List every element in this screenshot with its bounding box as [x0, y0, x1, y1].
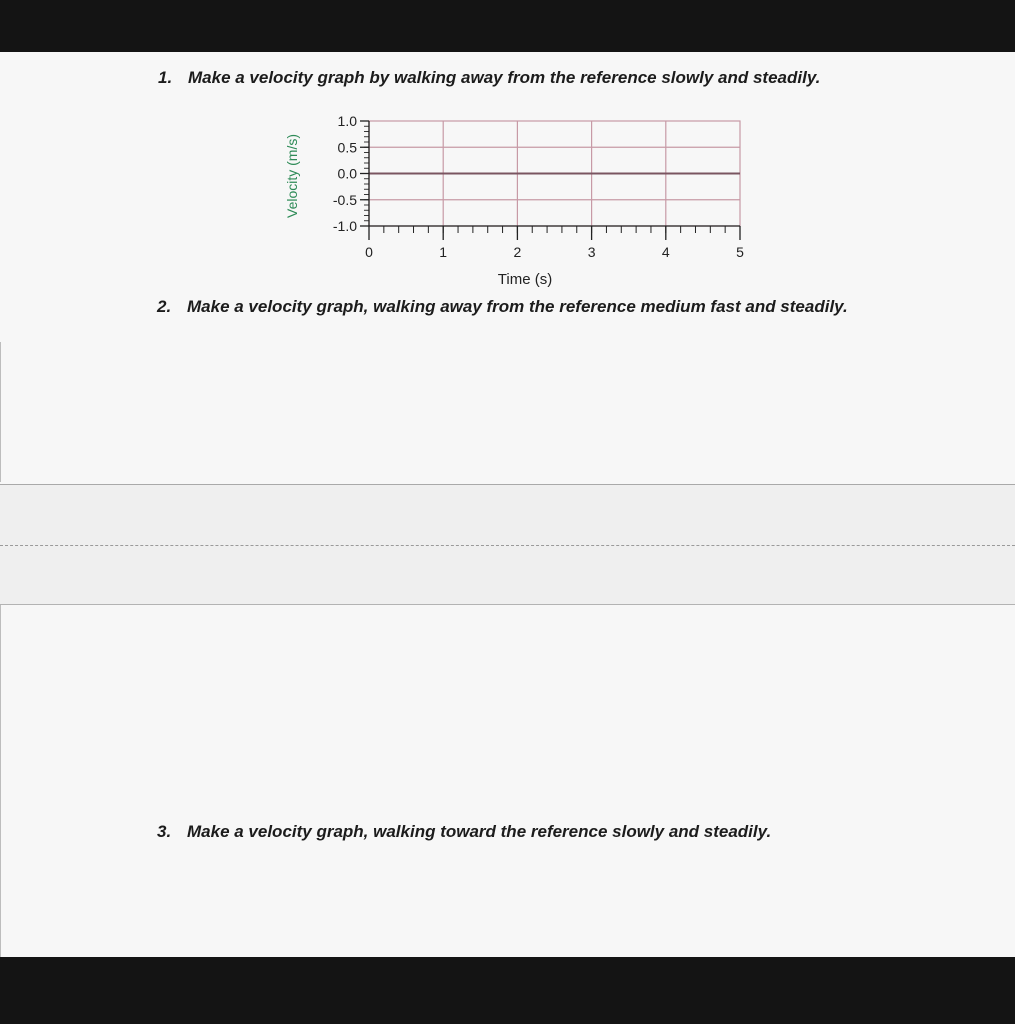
question-2-number: 2.	[157, 297, 172, 316]
fold-line-bottom	[0, 604, 1015, 605]
x-tick-label: 4	[661, 244, 670, 260]
question-2	[157, 297, 848, 317]
y-tick-label: -0.5	[332, 191, 357, 208]
y-axis-label: Velocity (m/s)	[284, 133, 300, 219]
x-axis-label: Time (s)	[497, 271, 553, 287]
question-1-number: 1.	[158, 68, 173, 87]
y-tick-label: 0.0	[337, 165, 357, 182]
fold-line-top	[0, 484, 1015, 485]
velocity-time-graph	[275, 112, 765, 287]
question-1-text: Make a velocity graph by walking away from the reference slowly and steadily.	[188, 68, 821, 87]
graph-ticks	[333, 113, 744, 260]
fold-line-dashed	[0, 545, 1015, 546]
x-tick-label: 0	[365, 244, 373, 260]
worksheet-page	[0, 52, 1015, 957]
answer-area-border	[0, 342, 1, 482]
page-fold-band	[0, 484, 1015, 604]
question-3	[157, 822, 771, 842]
question-2-text: Make a velocity graph, walking away from the reference medium fast and steadily.	[187, 297, 848, 316]
y-tick-label: 0.5	[337, 139, 357, 156]
question-1	[158, 68, 820, 88]
answer-area-border-lower	[0, 605, 1, 957]
question-3-text: Make a velocity graph, walking toward the reference slowly and steadily.	[187, 822, 772, 841]
y-tick-label: 1.0	[337, 113, 357, 129]
graph-grid	[369, 121, 740, 226]
y-tick-label: -1.0	[332, 218, 357, 234]
x-tick-label: 2	[513, 244, 522, 260]
x-tick-label: 1	[439, 244, 448, 260]
x-tick-label: 3	[587, 244, 596, 260]
question-3-number: 3.	[157, 822, 172, 841]
x-tick-label: 5	[736, 244, 744, 260]
